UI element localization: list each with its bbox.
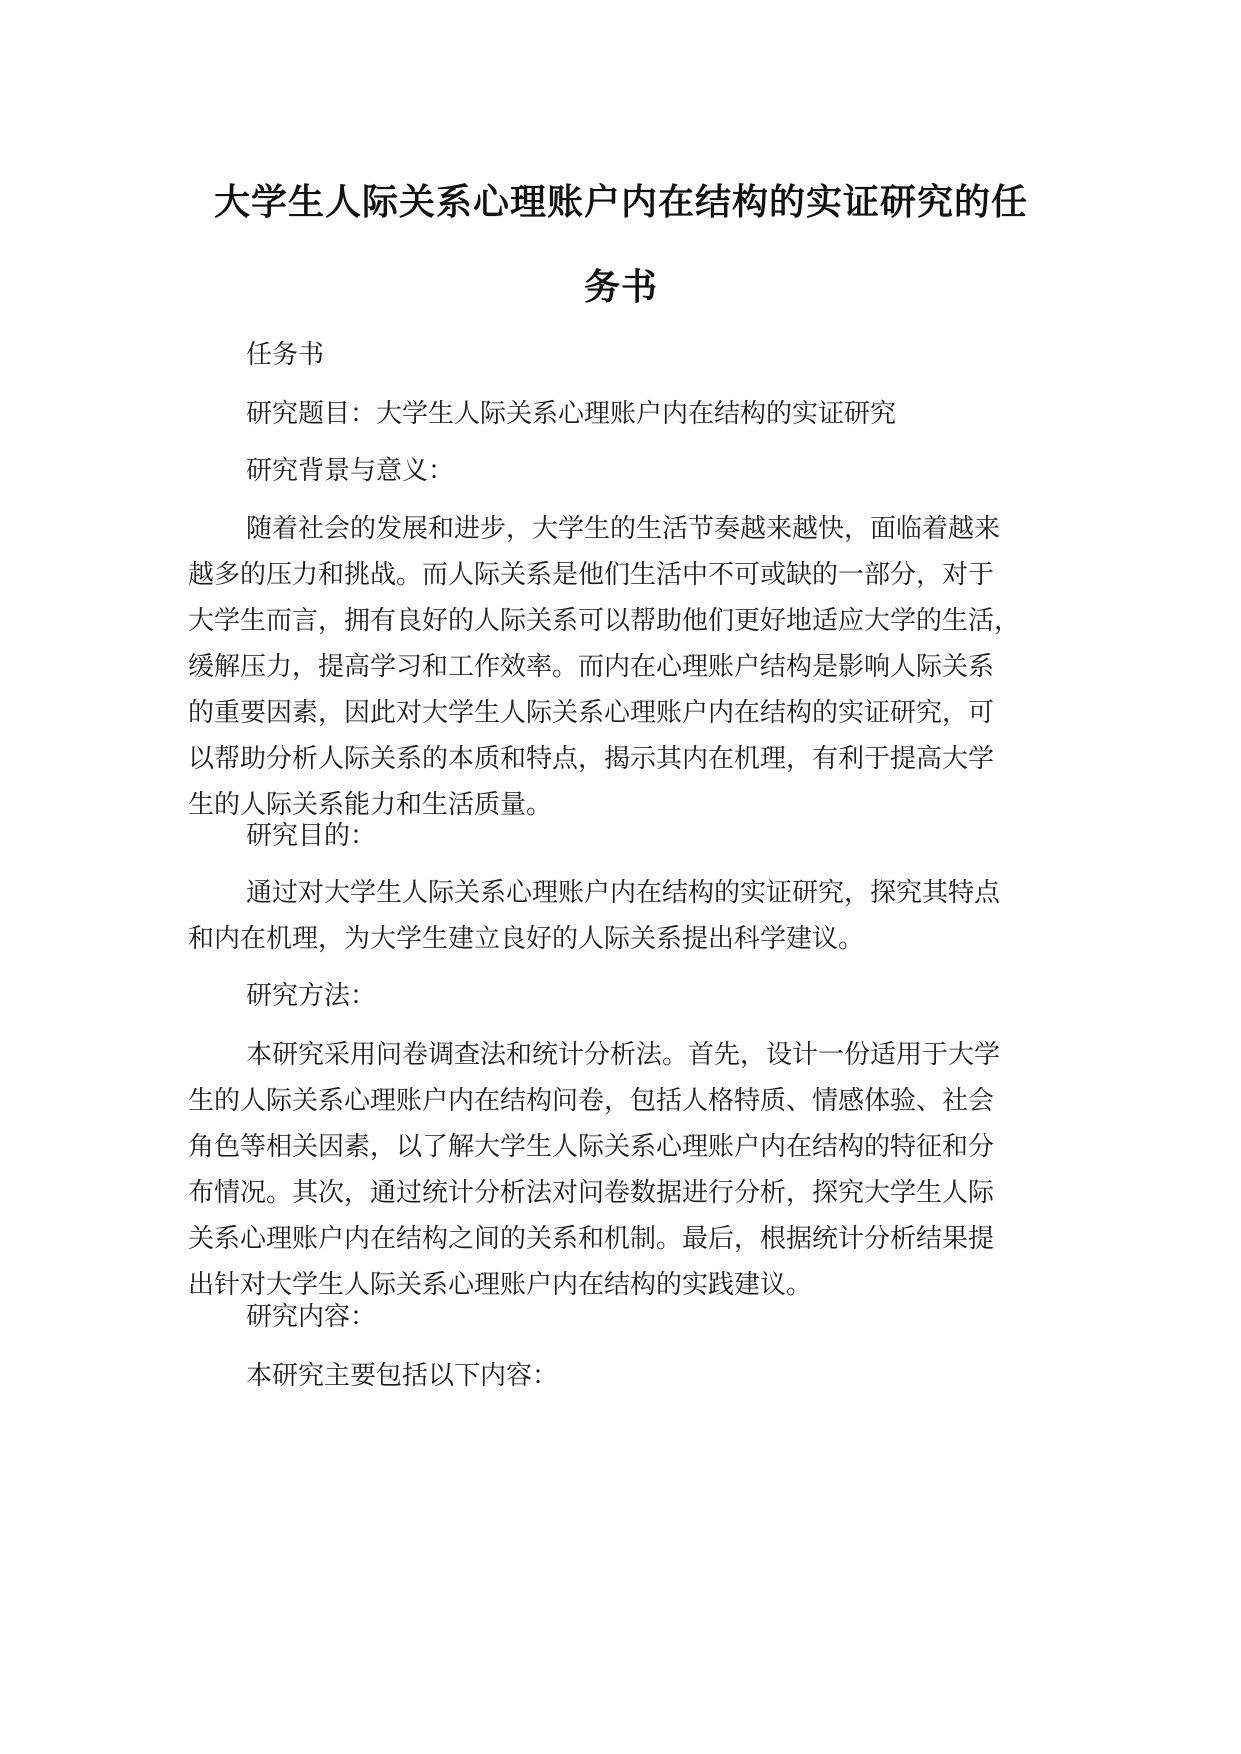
paragraph-line: 缓解压力，提高学习和工作效率。而内在心理账户结构是影响人际关系 (188, 652, 995, 682)
paragraph-line: 通过对大学生人际关系心理账户内在结构的实证研究，探究其特点 (246, 878, 1001, 908)
content-heading (188, 1294, 1048, 1340)
content-intro-text: 本研究主要包括以下内容： (246, 1361, 559, 1391)
background-heading (188, 448, 1048, 494)
paragraph-line: 越多的压力和挑战。而人际关系是他们生活中不可或缺的一部分，对于 (188, 560, 995, 590)
background-paragraph (188, 506, 1048, 828)
paragraph-line: 生的人际关系能力和生活质量。 (188, 790, 553, 820)
heading-renwushu (188, 332, 1048, 378)
background-heading-text: 研究背景与意义： (246, 456, 455, 486)
method-heading-text: 研究方法： (246, 981, 377, 1011)
paragraph-line: 随着社会的发展和进步，大学生的生活节奏越来越快，面临着越来 (246, 514, 1001, 544)
method-heading (188, 973, 1048, 1019)
content-intro (188, 1353, 1048, 1399)
heading-renwushu-text: 任务书 (246, 340, 325, 370)
paragraph-line: 生的人际关系心理账户内在结构问卷，包括人格特质、情感体验、社会 (188, 1086, 995, 1116)
purpose-heading (188, 813, 1048, 859)
paragraph-line: 本研究采用问卷调查法和统计分析法。首先，设计一份适用于大学 (246, 1040, 1001, 1070)
paragraph-line: 和内在机理，为大学生建立良好的人际关系提出科学建议。 (188, 924, 865, 954)
paragraph-line: 关系心理账户内在结构之间的关系和机制。最后，根据统计分析结果提 (188, 1224, 995, 1254)
content-heading-text: 研究内容： (246, 1302, 377, 1332)
paragraph-line: 角色等相关因素，以了解大学生人际关系心理账户内在结构的特征和分 (188, 1132, 995, 1162)
paragraph-line: 大学生而言，拥有良好的人际关系可以帮助他们更好地适应大学的生活， (188, 606, 1021, 636)
purpose-heading-text: 研究目的： (246, 821, 377, 851)
purpose-paragraph (188, 870, 1048, 962)
paragraph-line: 的重要因素，因此对大学生人际关系心理账户内在结构的实证研究，可 (188, 698, 995, 728)
method-paragraph (188, 1032, 1048, 1308)
document-title-line-1: 大学生人际关系心理账户内在结构的实证研究的任 (213, 182, 1028, 223)
paragraph-line: 出针对大学生人际关系心理账户内在结构的实践建议。 (188, 1270, 813, 1300)
research-topic-text: 研究题目：大学生人际关系心理账户内在结构的实证研究 (246, 399, 897, 429)
paragraph-line: 以帮助分析人际关系的本质和特点，揭示其内在机理，有利于提高大学 (188, 744, 995, 774)
document-title-line-2: 务书 (583, 267, 658, 308)
paragraph-line: 布情况。其次，通过统计分析法对问卷数据进行分析，探究大学生人际 (188, 1178, 995, 1208)
research-topic (188, 391, 1048, 437)
